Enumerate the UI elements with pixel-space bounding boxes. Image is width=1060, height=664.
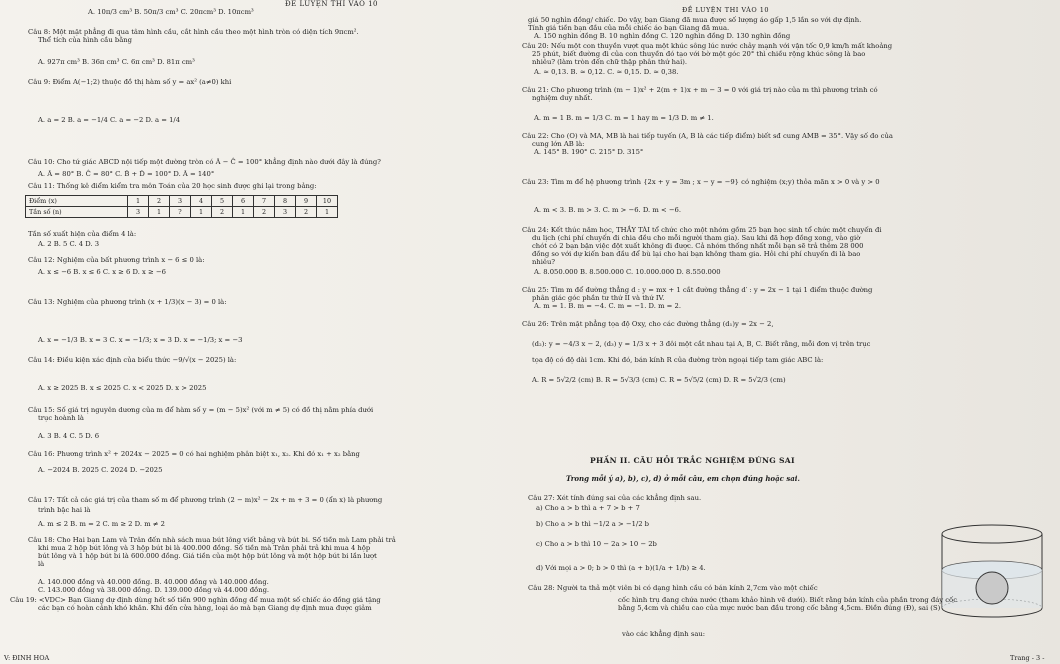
table-cell: 1 (233, 207, 254, 218)
question-line: A. x ≥ 2025 B. x ≤ 2025 C. x < 2025 D. x > 2025 (38, 384, 207, 392)
question-line: nghiệm duy nhất. (532, 94, 593, 102)
table-header: Tần số (n) (26, 207, 128, 218)
question-line: Câu 28: Người ta thả một viên bi có dạng hình cầu có bán kính 2,7cm vào một chiếc (528, 584, 818, 592)
section-title: PHẦN II. CÂU HỎI TRẮC NGHIỆM ĐÚNG SAI (590, 456, 795, 465)
section-instruction: Trong mỗi ý a), b), c), d) ở mỗi câu, em chọn đúng hoặc sai. (566, 474, 800, 483)
question-line: A. m ≤ 2 B. m = 2 C. m ≥ 2 D. m ≠ 2 (38, 520, 165, 528)
question-line: Câu 10: Cho tứ giác ABCD nội tiếp một đường tròn có Â − Ĉ = 100° khẳng định nào dưới đây là đúng? (28, 158, 381, 166)
question-line: Câu 9: Điểm A(−1;2) thuộc đồ thị hàm số y = ax² (a≠0) khi (28, 78, 232, 86)
question-line: bút lông và 1 hộp bút bi là 600.000 đồng. Giá tiền của một hộp bút lông và một hộp bút bi lần lượt (38, 552, 377, 560)
cup-illustration (932, 522, 1052, 622)
score-table (25, 195, 338, 218)
question-line: vào các khẳng định sau: (622, 630, 706, 638)
table-cell: 3 (128, 207, 149, 218)
question-line: tọa độ có độ dài 1cm. Khi đó, bán kính R của đường tròn ngoại tiếp tam giác ABC là: (532, 356, 824, 364)
footer-left: V: ĐINH HOA (4, 654, 50, 662)
question-line: Câu 15: Số giá trị nguyên dương của m để hàm số y = (m − 5)x² (với m ≠ 5) có đồ thị nằm phía dưới (28, 406, 374, 414)
right-column (522, 0, 1060, 664)
question-line: A. Â = 80° B. Ĉ = 80° C. B̂ + D̂ = 100° D. Â = 140° (38, 170, 215, 178)
question-line: A. R = 5√2/2 (cm) B. R = 5√3/3 (cm) C. R = 5√5/2 (cm) D. R = 5√2/3 (cm) (532, 376, 786, 384)
question-line: 25 phút, biết đường đi của con thuyền đó tạo với bờ một góc 20° thì chiều rộng khúc sông là bao (532, 50, 866, 58)
question-line: d) Với mọi a > 0; b > 0 thì (a + b)(1/a + 1/b) ≥ 4. (536, 564, 706, 572)
question-line: b) Cho a > b thì −1/2 a > −1/2 b (536, 520, 650, 528)
question-line: Câu 23: Tìm m để hệ phương trình {2x + y = 3m ; x − y = −9} có nghiệm (x;y) thỏa mãn x > 0 và y > 0 (522, 178, 880, 186)
table-cell: 1 (149, 207, 170, 218)
table-cell: 6 (233, 196, 254, 207)
question-line: cung lớn AB là: (532, 140, 585, 148)
header-left: ĐỀ LUYỆN THI VÀO 10 (285, 0, 379, 8)
question-line: A. 2 B. 5 C. 4 D. 3 (38, 240, 100, 248)
question-line: bằng 5,4cm và chiều cao của mực nước ban đầu trong cốc bằng 4,5cm. Điền đúng (Đ), sai (S) (618, 604, 941, 612)
question-line: A. 927π cm³ B. 36π cm³ C. 6π cm³ D. 81π cm³ (38, 58, 195, 66)
question-line: cốc hình trụ đang chứa nước (tham khảo hình vẽ dưới). Biết rằng bán kính của phần trong đáy cốc (618, 596, 958, 604)
question-line: giá 50 nghìn đồng/ chiếc. Do vậy, bạn Giang đã mua được số lượng áo gấp 1,5 lần so với dự định. (528, 16, 862, 24)
table-cell: 1 (317, 207, 338, 218)
question-line: khi mua 2 hộp bút lông và 3 hộp bút bi là 400.000 đồng. Số tiền mà Trân phải trả khi mua 4 hộp (38, 544, 371, 552)
question-line: A. 8.050.000 B. 8.500.000 C. 10.000.000 D. 8.550.000 (534, 268, 721, 276)
question-line: A. m = 1. B. m = −4. C. m = −1. D. m = 2. (534, 302, 682, 310)
question-line: Câu 14: Điều kiện xác định của biểu thức −9/√(x − 2025) là: (28, 356, 237, 364)
question-line: A. m = 1 B. m = 1/3 C. m = 1 hay m = 1/3 D. m ≠ 1. (534, 114, 714, 122)
question-line: A. 10π/3 cm³ B. 50π/3 cm³ C. 20πcm³ D. 10πcm³ (88, 8, 254, 16)
question-line: Câu 13: Nghiệm của phương trình (x + 1/3)(x − 3) = 0 là: (28, 298, 227, 306)
question-line: (d₂): y = −4/3 x − 2, (d₃) y = 1/3 x + 3 đôi một cắt nhau tại A, B, C. Biết rằng, mỗi đơn vị trên trục (532, 340, 871, 348)
question-line: Câu 22: Cho (O) và MA, MB là hai tiếp tuyến (A, B là các tiếp điểm) biết sđ cung AMB = 35°. Vậy số đo của (522, 132, 893, 140)
table-header: Điểm (x) (26, 196, 128, 207)
question-line: a) Cho a > b thì a + 7 > b + 7 (536, 504, 640, 512)
question-line: Câu 25: Tìm m để đường thẳng d : y = mx + 1 cắt đường thẳng d′ : y = 2x − 1 tại 1 điểm thuộc đường (522, 286, 873, 294)
question-line: du lịch (chi phí chuyến đi chia đều cho mỗi người tham gia). Sau khi đã hợp đồng xong, vào giờ (532, 234, 861, 242)
table-cell: 1 (128, 196, 149, 207)
question-line: c) Cho a > b thì 10 − 2a > 10 − 2b (536, 540, 657, 548)
table-cell: 2 (212, 207, 233, 218)
question-line: A. a = 2 B. a = −1/4 C. a = −2 D. a = 1/4 (38, 116, 181, 124)
question-line: A. m < 3. B. m > 3. C. m > −6. D. m < −6. (534, 206, 682, 214)
left-column (0, 0, 520, 664)
question-line: A. ≈ 0,13. B. ≈ 0,12. C. ≈ 0,15. D. ≈ 0,38. (534, 68, 679, 76)
table-row (26, 196, 338, 207)
question-line: Câu 16: Phương trình x² + 2024x − 2025 = 0 có hai nghiệm phân biệt x₁, x₂. Khi đó x₁ + x₂ bằng (28, 450, 360, 458)
table-cell: 2 (254, 207, 275, 218)
question-line: A. x ≤ −6 B. x ≤ 6 C. x ≥ 6 D. x ≥ −6 (38, 268, 166, 276)
header-right: ĐỀ LUYỆN THI VÀO 10 (682, 6, 770, 14)
table-cell: 10 (317, 196, 338, 207)
table-cell: 4 (191, 196, 212, 207)
question-line: Câu 18: Cho Hai bạn Lam và Trân đến nhà sách mua bút lông viết bảng và bút bi. Số tiền mà Lam phải trả (28, 536, 396, 544)
question-line: A. −2024 B. 2025 C. 2024 D. −2025 (38, 466, 163, 474)
question-line: trục hoành là (38, 414, 84, 422)
question-line: Câu 11: Thống kê điểm kiểm tra môn Toán của 20 học sinh được ghi lại trong bảng: (28, 182, 317, 190)
question-line: trình bậc hai là (38, 506, 91, 514)
table-cell: 3 (275, 207, 296, 218)
question-line: Câu 19: <VDC> Bạn Giang dự định dùng hết số tiền 900 nghìn đồng để mua một số chiếc áo đồng giá tặng (10, 596, 381, 604)
question-line: A. x = −1/3 B. x = 3 C. x = −1/3; x = 3 D. x = −1/3; x = −3 (38, 336, 243, 344)
question-line: Câu 12: Nghiệm của bất phương trình x − 6 ≤ 0 là: (28, 256, 205, 264)
table-cell: 7 (254, 196, 275, 207)
question-line: nhiêu? (532, 258, 555, 266)
question-line: A. 140.000 đồng và 40.000 đồng. B. 40.000 đồng và 140.000 đồng. (38, 578, 269, 586)
question-line: Câu 20: Nếu một con thuyền vượt qua một khúc sông lúc nước chảy mạnh với vận tốc 0,9 km/h mất khoảng (522, 42, 893, 50)
question-line: Câu 8: Một mặt phẳng đi qua tâm hình cầu, cắt hình cầu theo một hình tròn có diện tích 9πcm². (28, 28, 359, 36)
question-line: C. 143.000 đồng và 38.000 đồng. D. 139.000 đồng và 44.000 đồng. (38, 586, 270, 594)
question-line: Tính giá tiền bạn đầu của mỗi chiếc áo bạn Giang đã mua. (528, 24, 730, 32)
table-cell: 8 (275, 196, 296, 207)
page-number: Trang - 3 - (1010, 654, 1045, 662)
question-line: là (38, 560, 45, 568)
table-cell: 5 (212, 196, 233, 207)
table-cell: 2 (296, 207, 317, 218)
question-line: Câu 27: Xét tính đúng sai của các khẳng định sau. (528, 494, 702, 502)
table-cell: ? (170, 207, 191, 218)
question-line: A. 3 B. 4 C. 5 D. 6 (38, 432, 100, 440)
table-cell: 9 (296, 196, 317, 207)
table-row (26, 207, 338, 218)
question-line: đồng so với dự kiến ban đầu để bù lại cho hai bạn không tham gia. Hỏi chi phí chuyến đi là bao (532, 250, 861, 258)
question-line: Câu 24: Kết thúc năm học, THẦY TÀI tổ chức cho một nhóm gồm 25 bạn học sinh tổ chức một chuyến đi (522, 226, 882, 234)
table-cell: 1 (191, 207, 212, 218)
table-cell: 3 (170, 196, 191, 207)
question-line: nhiêu? (làm tròn đến chữ thập phân thứ hai). (532, 58, 688, 66)
question-line: các bạn có hoàn cảnh khó khăn. Khi đến cửa hàng, loại áo mà bạn Giang dự định mua được giảm (38, 604, 372, 612)
question-line: Câu 17: Tất cả các giá trị của tham số m để phương trình (2 − m)x² − 2x + m + 3 = 0 (ẩn x) là phương (28, 496, 383, 504)
question-line: chót có 2 bạn bận việc đột xuất không đi được. Cả nhóm thống nhất mỗi bạn sẽ trả thêm 28 000 (532, 242, 864, 250)
question-line: A. 145° B. 190° C. 215° D. 315° (534, 148, 644, 156)
question-line: phân giác góc phần tư thứ II và thứ IV. (532, 294, 665, 302)
table-cell: 2 (149, 196, 170, 207)
table-caption: Tần số xuất hiện của điểm 4 là: (28, 230, 137, 238)
question-line: Câu 21: Cho phương trình (m − 1)x² + 2(m + 1)x + m − 3 = 0 với giá trị nào của m thì phương trình có (522, 86, 878, 94)
question-line: A. 150 nghìn đồng B. 10 nghìn đồng C. 120 nghìn đồng D. 130 nghìn đồng (534, 32, 791, 40)
question-line: Thể tích của hình cầu bằng (38, 36, 133, 44)
question-line: Câu 26: Trên mặt phẳng tọa độ Oxy, cho các đường thẳng (d₁)y = 2x − 2, (522, 320, 774, 328)
